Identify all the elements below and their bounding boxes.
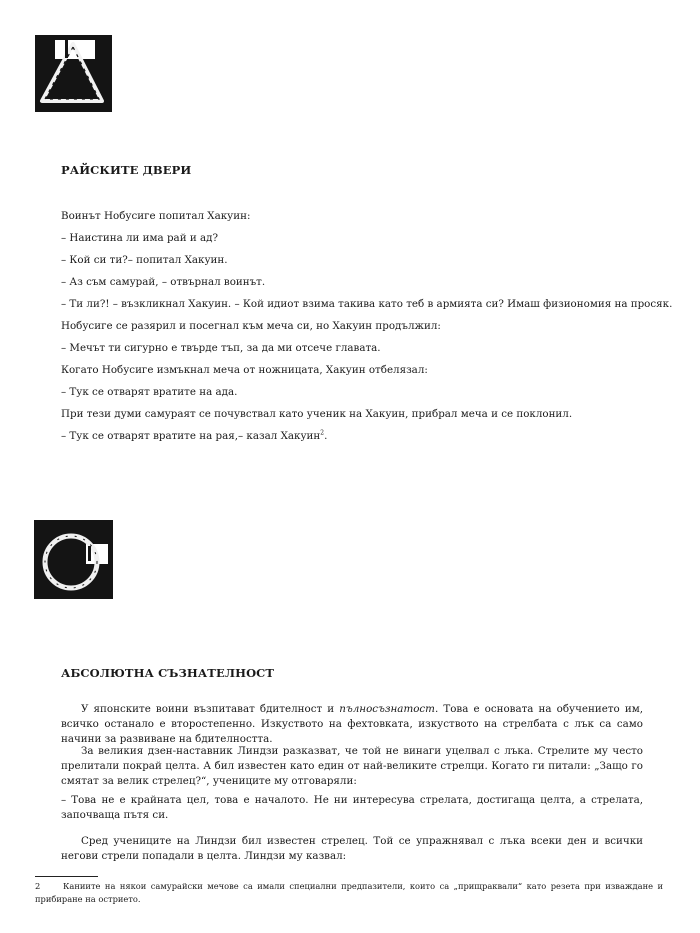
triangle-emblem-icon [35, 35, 112, 112]
text-line: Нобусиге се разярил и посегнал към меча си, но Хакуин продължил: [61, 320, 441, 332]
paragraph: – Това не е крайната цел, това е началото. Не ни интересува стрелата, достигаща целта, а стрелата, започваща пътя си. [61, 794, 643, 821]
text-line: – Ти ли?! – възкликнал Хакуин. – Кой идиот взима такива като теб в армията си? Имаш физиономия на просяк. [61, 298, 673, 310]
text-line: Воинът Нобусиге попитал Хакуин: [61, 210, 251, 222]
period: . [324, 430, 328, 442]
footnote-number: 2 [35, 881, 41, 891]
paragraph-text: Това е основата на обучението им, всичко останало е второстепенно. Изкуството на фехтовката, изкуството на стрелбата с лък са само начини за развиване на бдителността. [61, 703, 643, 745]
emphasis-text: пълносъзнатост. [339, 703, 439, 715]
footnote [35, 880, 663, 906]
text-line: – Тук се отварят вратите на ада. [61, 386, 238, 398]
text-line: При тези думи самураят се почувствал като ученик на Хакуин, прибрал меча и се поклонил. [61, 408, 573, 420]
footnote-reference: 2 [320, 429, 325, 437]
footnote-text: Каниите на някои самурайски мечове са имали специални предпазители, които са „прищраквали“ като резета при изваждане и прибиране на острието. [35, 881, 663, 904]
text-line: – Аз съм самурай, – отвърнал воинът. [61, 276, 266, 288]
section-title-absolute-awareness: АБСОЛЮТНА СЪЗНАТЕЛНОСТ [61, 665, 275, 680]
circle-emblem-icon [34, 520, 113, 599]
paragraph: За великия дзен-наставник Линдзи разказват, че той не винаги уцелвал с лъка. Стрелите му често прелитали покрай целта. А бил известен като един от най-великите стрелци. Когато ги питали: „Защо го смятат за велик стрелец?“, учениците му отговаряли: [61, 745, 643, 787]
text-line: Когато Нобусиге измъкнал меча от ножницата, Хакуин отбелязал: [61, 364, 428, 376]
paragraph: Сред учениците на Линдзи бил известен стрелец. Той се упражнявал с лъка всеки ден и всички негови стрели попадали в целта. Линдзи му казвал: [61, 835, 643, 862]
text-line: – Наистина ли има рай и ад? [61, 232, 218, 244]
text-line-last [61, 430, 327, 443]
text-line: – Мечът ти сигурно е твърде тъп, за да ми отсече главата. [61, 342, 381, 354]
text-line-body: – Тук се отварят вратите на рая,– казал Хакуин [61, 430, 321, 442]
paragraph [61, 702, 643, 746]
section-title-paradise-gates: РАЙСКИТЕ ДВЕРИ [61, 162, 192, 177]
text-line: – Кой си ти?– попитал Хакуин. [61, 254, 228, 266]
paragraph-text: У японските воини възпитават бдителност и [81, 703, 340, 715]
footnote-divider [35, 876, 98, 877]
